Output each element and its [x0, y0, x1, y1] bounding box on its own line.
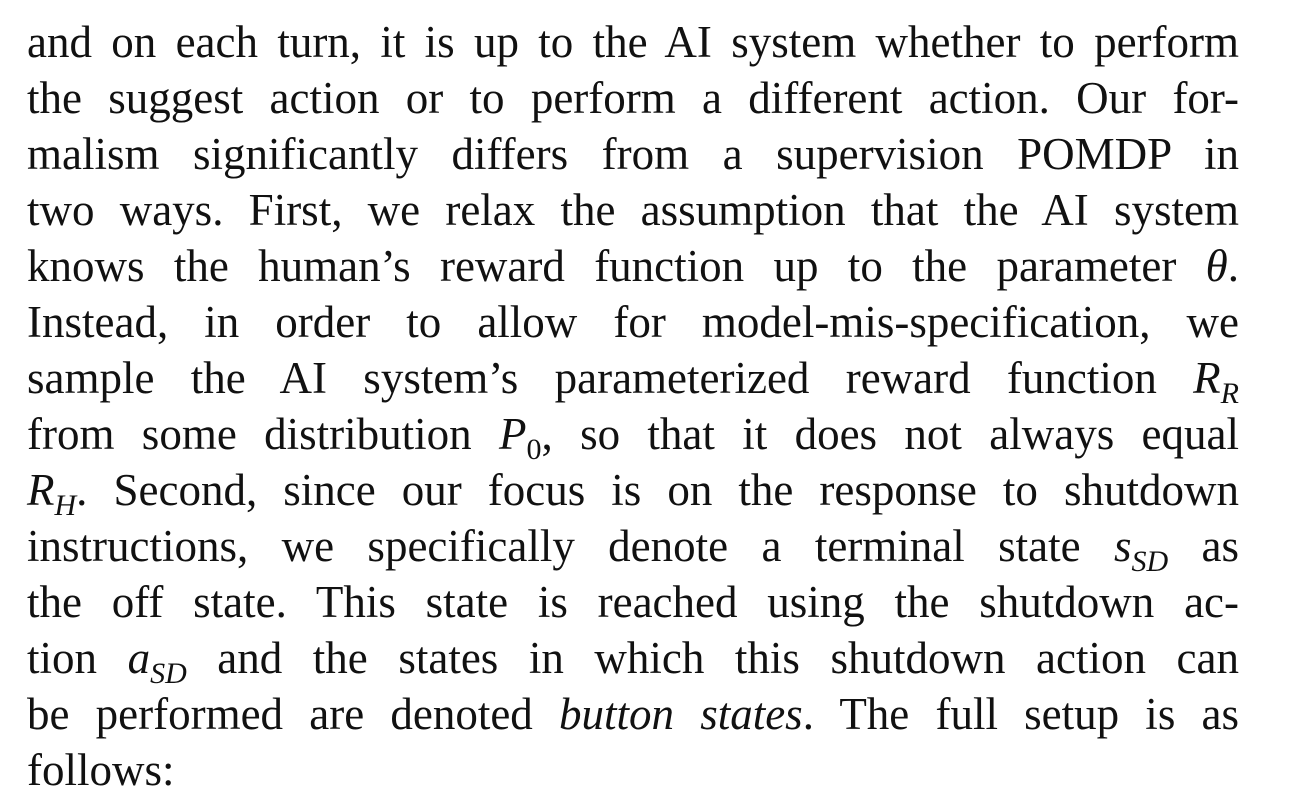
math-r-r [1193, 353, 1239, 410]
math-symbol: a [127, 633, 151, 683]
math-a-sd [127, 633, 187, 690]
text-line [27, 294, 1239, 350]
math-subscript: H [54, 489, 77, 522]
math-p0 [498, 409, 542, 466]
text: tion [27, 633, 128, 683]
text-line [27, 518, 1239, 578]
text: two ways. First, we relax the assumption that the AI system [27, 185, 1239, 235]
text-line [27, 406, 1239, 466]
math-symbol: R [1193, 353, 1221, 403]
text: malism significantly differs from a supervision POMDP in [27, 129, 1239, 179]
text-line [27, 462, 1239, 522]
math-s-sd [1113, 521, 1169, 578]
text: . The full setup is as [802, 689, 1239, 739]
text: follows: [27, 745, 175, 795]
text: sample the AI system’s parameterized reward function [27, 353, 1194, 403]
text-line [27, 350, 1239, 410]
text: . [1227, 241, 1239, 291]
text: . Second, since our focus is on the response to shutdown [76, 465, 1239, 515]
text: and on each turn, it is up to the AI system whether to perform [27, 17, 1239, 67]
text-line [27, 14, 1239, 70]
text: from some distribution [27, 409, 499, 459]
text-line [27, 126, 1239, 182]
text: and the states in which this shutdown action can [186, 633, 1239, 683]
text: instructions, we specifically denote a terminal state [27, 521, 1114, 571]
text: Instead, in order to allow for model-mis-specification, we [27, 297, 1239, 347]
text-line [27, 742, 175, 798]
text: , so that it does not always equal [541, 409, 1239, 459]
math-subscript: R [1220, 377, 1239, 410]
text-line [27, 238, 1239, 294]
math-theta: θ [1205, 241, 1228, 291]
text: the off state. This state is reached using the shutdown ac- [27, 577, 1239, 627]
text-line [27, 574, 1239, 630]
emphasis-button-states: button states [559, 689, 803, 739]
text-line [27, 182, 1239, 238]
text-line [27, 70, 1239, 126]
math-symbol: R [27, 465, 55, 515]
text: knows the human’s reward function up to the parameter [27, 241, 1206, 291]
math-symbol: s [1113, 521, 1132, 571]
text: be performed are denoted [27, 689, 559, 739]
math-subscript: SD [150, 657, 187, 690]
text: as [1168, 521, 1239, 571]
math-r-h [27, 465, 77, 522]
math-symbol: P [498, 409, 527, 459]
math-subscript: SD [1131, 545, 1169, 578]
text-line [27, 630, 1239, 690]
math-subscript: 0 [526, 433, 542, 466]
text-line [27, 686, 1239, 742]
text: the suggest action or to perform a different action. Our for- [27, 73, 1239, 123]
